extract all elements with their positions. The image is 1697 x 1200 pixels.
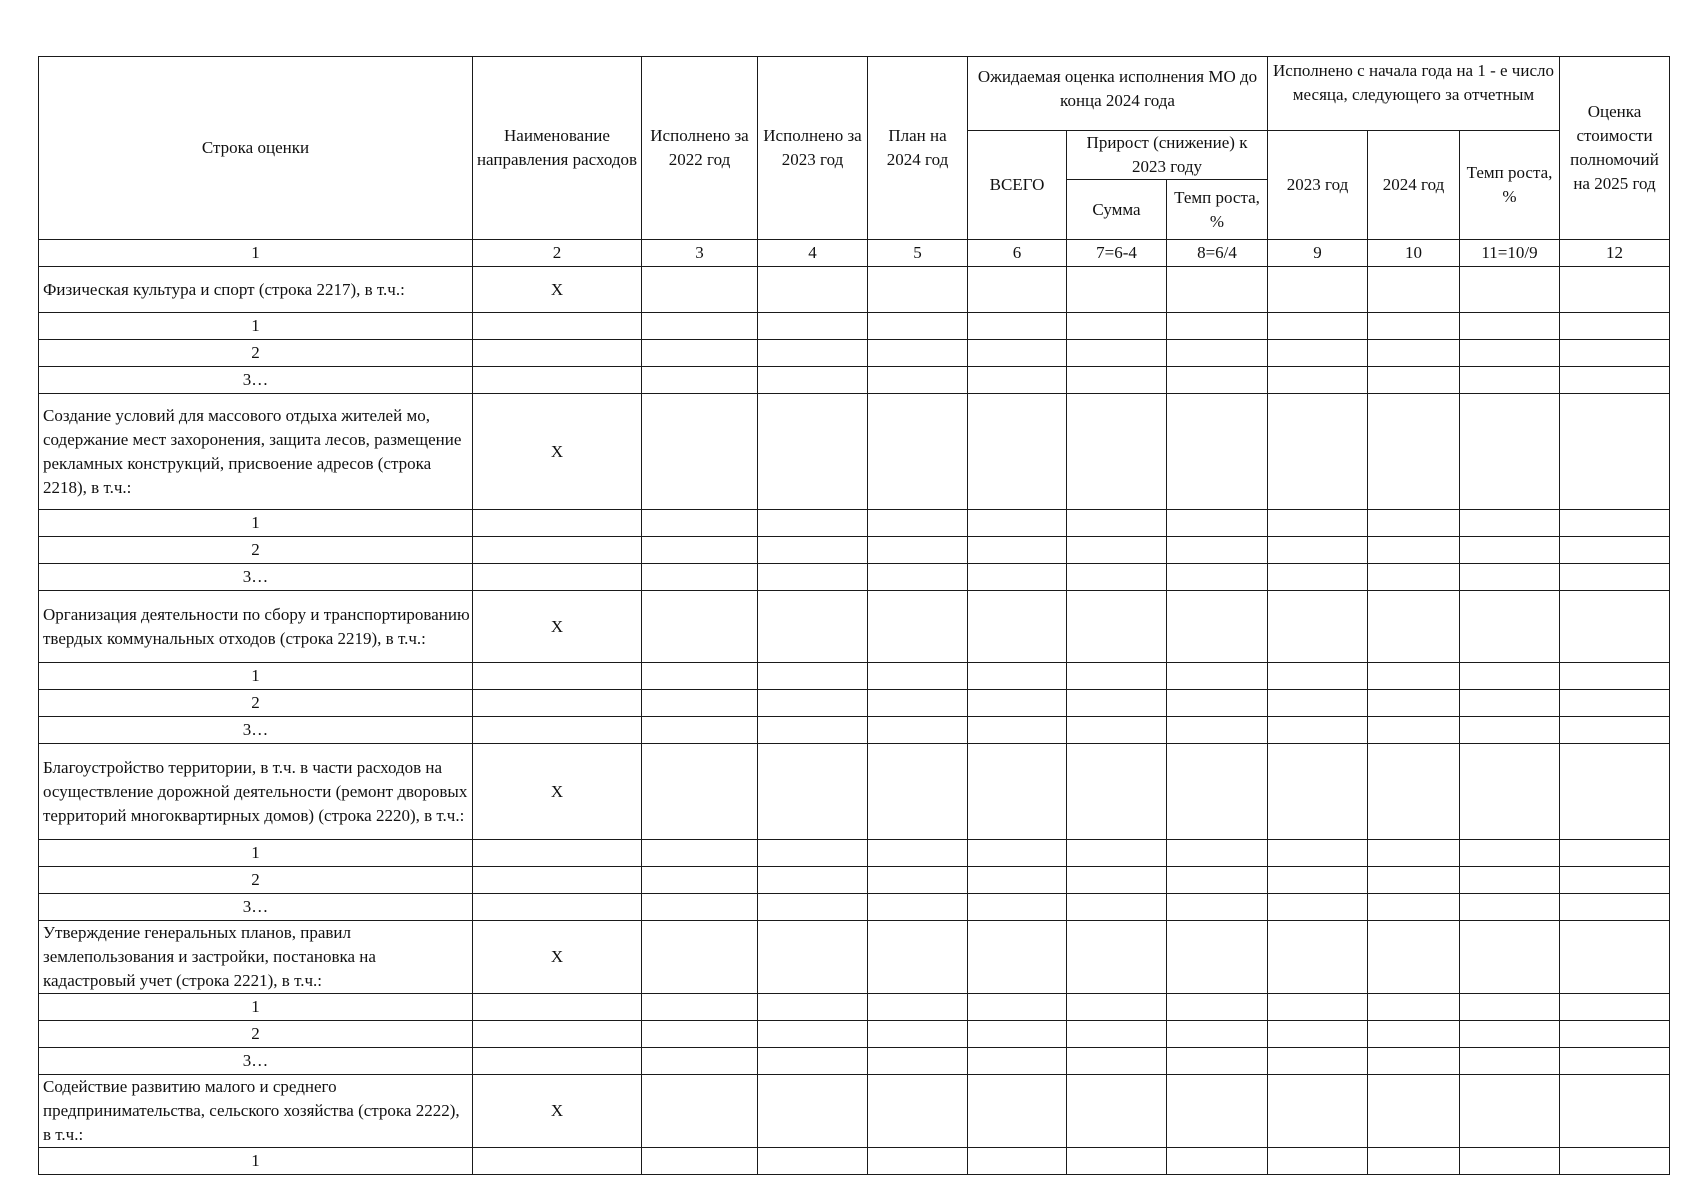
table-cell[interactable] [758, 591, 868, 663]
table-cell[interactable] [868, 267, 968, 313]
sub-row [39, 994, 1670, 1021]
sub-row [39, 840, 1670, 867]
table-cell[interactable] [1460, 1075, 1560, 1148]
section-row [39, 744, 1670, 840]
column-number: 5 [868, 240, 968, 267]
section-row [39, 394, 1670, 510]
section-mark: X [473, 267, 642, 313]
table-cell[interactable] [758, 267, 868, 313]
sub-row-label: 2 [39, 690, 473, 717]
column-number: 11=10/9 [1460, 240, 1560, 267]
table-cell[interactable] [968, 591, 1067, 663]
column-number: 3 [642, 240, 758, 267]
column-number: 9 [1268, 240, 1368, 267]
sub-row-label: 3… [39, 894, 473, 921]
table-cell[interactable] [1560, 591, 1670, 663]
table-cell[interactable] [1460, 921, 1560, 994]
sub-row [39, 564, 1670, 591]
table-cell[interactable] [642, 1075, 758, 1148]
table-cell[interactable] [1167, 744, 1268, 840]
table-cell[interactable] [1368, 591, 1460, 663]
table-cell[interactable] [1167, 591, 1268, 663]
section-title: Утверждение генеральных планов, правил землепользования и застройки, постановка на кадастровый учет (строка 2221), в т.ч.: [39, 921, 473, 994]
header-group-ytd: Исполнено с начала года на 1 - е число месяца, следующего за отчетным [1268, 57, 1560, 131]
table-cell[interactable] [1368, 1075, 1460, 1148]
column-number: 6 [968, 240, 1067, 267]
sub-row [39, 867, 1670, 894]
header-direction: Наименование направления расходов [473, 57, 642, 240]
table-cell[interactable] [1368, 267, 1460, 313]
column-number: 10 [1368, 240, 1460, 267]
table-cell[interactable] [1167, 394, 1268, 510]
sub-row [39, 313, 1670, 340]
column-number: 12 [1560, 240, 1670, 267]
table-cell[interactable] [1460, 394, 1560, 510]
table-cell[interactable] [1167, 921, 1268, 994]
table-cell[interactable] [1560, 394, 1670, 510]
section-row [39, 591, 1670, 663]
section-mark: X [473, 744, 642, 840]
table-cell[interactable] [1368, 744, 1460, 840]
table-cell[interactable] [868, 921, 968, 994]
header-group-expected: Ожидаемая оценка исполнения МО до конца 2024 года [968, 57, 1268, 131]
header-ytd-2023: 2023 год [1268, 131, 1368, 240]
header-ytd-2024: 2024 год [1368, 131, 1460, 240]
table-cell[interactable] [642, 744, 758, 840]
header-rate: Темп роста, % [1167, 180, 1268, 240]
table-cell[interactable] [1560, 921, 1670, 994]
sub-row [39, 510, 1670, 537]
column-number: 7=6-4 [1067, 240, 1167, 267]
sub-row [39, 1021, 1670, 1048]
sub-row-label: 2 [39, 867, 473, 894]
table-cell[interactable] [868, 744, 968, 840]
table-cell[interactable] [1560, 1075, 1670, 1148]
sub-row-label: 3… [39, 1048, 473, 1075]
sub-row [39, 663, 1670, 690]
sub-row-label: 1 [39, 1148, 473, 1175]
section-title: Содействие развитию малого и среднего предпринимательства, сельского хозяйства (строка 2222), в т.ч.: [39, 1075, 473, 1148]
sub-row-label: 1 [39, 840, 473, 867]
table-cell[interactable] [1460, 591, 1560, 663]
sub-row [39, 340, 1670, 367]
table-cell[interactable] [1460, 744, 1560, 840]
sub-row-label: 1 [39, 313, 473, 340]
table-cell[interactable] [1067, 591, 1167, 663]
table-cell[interactable] [968, 394, 1067, 510]
table-cell[interactable] [758, 1075, 868, 1148]
table-cell[interactable] [1560, 267, 1670, 313]
section-row [39, 1075, 1670, 1148]
header-exec-2022: Исполнено за 2022 год [642, 57, 758, 240]
sub-row [39, 1048, 1670, 1075]
estimate-table [38, 56, 1670, 1175]
header-estimate-2025: Оценка стоимости полномочий на 2025 год [1560, 57, 1670, 240]
page-edge [0, 1192, 1697, 1200]
table-cell[interactable] [758, 394, 868, 510]
table-cell[interactable] [1268, 267, 1368, 313]
table-cell[interactable] [1067, 744, 1167, 840]
table-cell[interactable] [1067, 394, 1167, 510]
sub-row [39, 690, 1670, 717]
section-title: Физическая культура и спорт (строка 2217), в т.ч.: [39, 267, 473, 313]
sub-row-label: 2 [39, 537, 473, 564]
column-number-row [39, 240, 1670, 267]
table-cell[interactable] [758, 921, 868, 994]
section-mark: X [473, 921, 642, 994]
table-cell[interactable] [1067, 921, 1167, 994]
table-cell[interactable] [1067, 267, 1167, 313]
sub-row-label: 3… [39, 367, 473, 394]
table-cell[interactable] [968, 267, 1067, 313]
sub-row-label: 2 [39, 340, 473, 367]
table-cell[interactable] [1268, 591, 1368, 663]
table-cell[interactable] [1368, 394, 1460, 510]
table-cell[interactable] [1460, 267, 1560, 313]
column-number: 4 [758, 240, 868, 267]
table-cell[interactable] [968, 1075, 1067, 1148]
table-cell[interactable] [1268, 1075, 1368, 1148]
table-cell[interactable] [1268, 744, 1368, 840]
table-cell[interactable] [758, 744, 868, 840]
table-cell[interactable] [968, 744, 1067, 840]
header-total: ВСЕГО [968, 131, 1067, 240]
table-cell[interactable] [1268, 921, 1368, 994]
table-cell[interactable] [968, 921, 1067, 994]
table-cell[interactable] [1167, 1075, 1268, 1148]
table-cell[interactable] [642, 394, 758, 510]
table-cell[interactable] [1368, 921, 1460, 994]
sub-row-label: 1 [39, 510, 473, 537]
table-cell[interactable] [868, 1075, 968, 1148]
header-plan-2024: План на 2024 год [868, 57, 968, 240]
table-cell[interactable] [868, 394, 968, 510]
section-title: Благоустройство территории, в т.ч. в части расходов на осуществление дорожной деятельности (ремонт дворовых территорий многоквартирных домов) (строка 2220), в т.ч.: [39, 744, 473, 840]
sub-row [39, 367, 1670, 394]
section-mark: X [473, 1075, 642, 1148]
column-number: 8=6/4 [1167, 240, 1268, 267]
header-group-growth: Прирост (снижение) к 2023 году [1067, 131, 1268, 180]
section-row [39, 267, 1670, 313]
section-title: Организация деятельности по сбору и транспортированию твердых коммунальных отходов (строка 2219), в т.ч.: [39, 591, 473, 663]
sub-row-label: 1 [39, 994, 473, 1021]
table-cell[interactable] [868, 591, 968, 663]
sub-row-label: 1 [39, 663, 473, 690]
sub-row-label: 3… [39, 717, 473, 744]
table-cell[interactable] [642, 921, 758, 994]
table-cell[interactable] [1560, 744, 1670, 840]
section-mark: X [473, 591, 642, 663]
sub-row [39, 717, 1670, 744]
table-cell[interactable] [1268, 394, 1368, 510]
sub-row [39, 1148, 1670, 1175]
header-sum: Сумма [1067, 180, 1167, 240]
header-ytd-rate: Темп роста, % [1460, 131, 1560, 240]
table-cell[interactable] [642, 591, 758, 663]
table-cell[interactable] [1167, 267, 1268, 313]
section-mark: X [473, 394, 642, 510]
sub-row-label: 2 [39, 1021, 473, 1048]
sub-row [39, 537, 1670, 564]
header-row-label: Строка оценки [39, 57, 473, 240]
table-cell[interactable] [642, 267, 758, 313]
sub-row-label: 3… [39, 564, 473, 591]
column-number: 2 [473, 240, 642, 267]
sub-row [39, 894, 1670, 921]
column-number: 1 [39, 240, 473, 267]
header-exec-2023: Исполнено за 2023 год [758, 57, 868, 240]
budget-estimate-sheet [38, 56, 1670, 1175]
section-row [39, 921, 1670, 994]
table-cell[interactable] [1067, 1075, 1167, 1148]
section-title: Создание условий для массового отдыха жителей мо, содержание мест захоронения, защита лесов, размещение рекламных конструкций, присвоение адресов (строка 2218), в т.ч.: [39, 394, 473, 510]
